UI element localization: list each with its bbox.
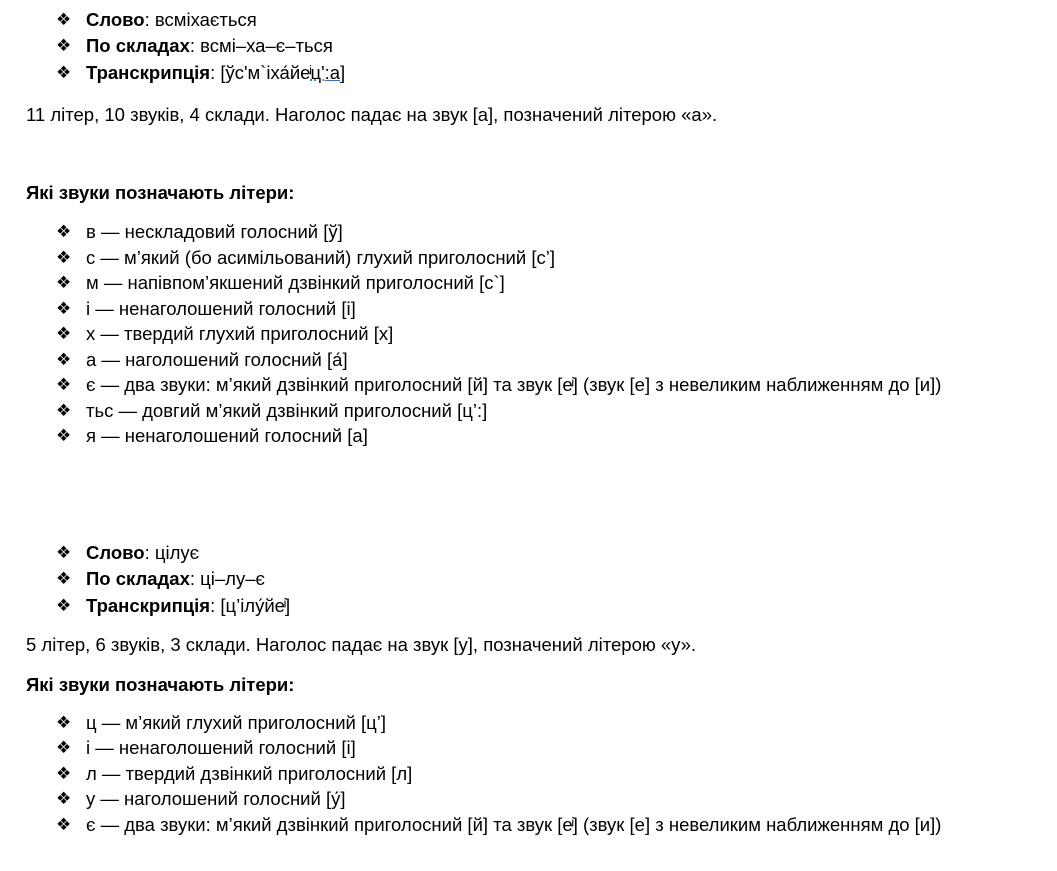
letter-item: я — ненаголошений голосний [а] (86, 425, 368, 446)
letter-item: м — напівпом’якшений дзвінкий приголосний [с`] (86, 272, 505, 293)
word1-letters-heading: Які звуки позначають літери: (26, 182, 295, 203)
bullet-icon: ❖ (56, 36, 72, 55)
letter-item: тьс — довгий м’який дзвінкий приголосний [ц’:] (86, 400, 488, 421)
letter-item: а — наголошений голосний [а́] (86, 349, 348, 370)
transcription-label: Транскрипція (86, 62, 211, 83)
bullet-icon: ❖ (56, 10, 72, 29)
letter-item: і — ненаголошений голосний [і] (86, 298, 356, 319)
separator: : (210, 62, 221, 83)
bullet-icon: ❖ (56, 299, 72, 318)
bullet-icon: ❖ (56, 789, 72, 808)
letter-item: с — м’який (бо асимільований) глухий приголосний [с’] (86, 247, 555, 268)
transcription-value: [ц’ілу́йеͥ] (220, 595, 291, 616)
word1-transcription-item (86, 62, 345, 84)
letter-item: у — наголошений голосний [у́] (86, 788, 346, 809)
transcription-value-start: [ўс'м`іха́йеͥ (220, 62, 311, 83)
word1-syllables-item (86, 35, 333, 57)
bullet-icon: ❖ (56, 764, 72, 783)
bullet-icon: ❖ (56, 401, 72, 420)
word2-syllables-item (86, 568, 265, 590)
word-value: всміхається (154, 9, 257, 30)
word-label: Слово (86, 542, 145, 563)
word1-word-item (86, 9, 257, 31)
separator: : (189, 35, 201, 56)
letter-item: є — два звуки: м’який дзвінкий приголосний [й] та звук [еͥ] (звук [е] з невеликим наближенням до [и]) (86, 374, 942, 395)
bullet-icon: ❖ (56, 713, 72, 732)
bullet-icon: ❖ (56, 248, 72, 267)
bullet-icon: ❖ (56, 596, 72, 615)
separator: : (189, 568, 201, 589)
separator: : (144, 9, 155, 30)
letter-item: в — нескладовий голосний [ў] (86, 221, 343, 242)
bullet-icon: ❖ (56, 815, 72, 834)
word-label: Слово (86, 9, 145, 30)
bullet-icon: ❖ (56, 222, 72, 241)
bullet-icon: ❖ (56, 375, 72, 394)
word-value: цілує (154, 542, 200, 563)
transcription-label: Транскрипція (86, 595, 211, 616)
transcription-value-marked-dotted: ц' (310, 62, 325, 83)
transcription-value-marked-solid: :а (324, 62, 341, 83)
word2-word-item (86, 542, 199, 564)
separator: : (210, 595, 221, 616)
word1-summary: 11 літер, 10 звуків, 4 склади. Наголос падає на звук [а], позначений літерою «а». (26, 104, 718, 125)
bullet-icon: ❖ (56, 350, 72, 369)
bullet-icon: ❖ (56, 738, 72, 757)
syllables-value: всмі–ха–є–ться (200, 35, 333, 56)
word2-summary: 5 літер, 6 звуків, 3 склади. Наголос падає на звук [у], позначений літерою «у». (26, 634, 697, 655)
letter-item: є — два звуки: м’який дзвінкий приголосний [й] та звук [еͥ] (звук [е] з невеликим наближенням до [и]) (86, 814, 942, 835)
bullet-icon: ❖ (56, 324, 72, 343)
letter-item: л — твердий дзвінкий приголосний [л] (86, 763, 413, 784)
bullet-icon: ❖ (56, 569, 72, 588)
bullet-icon: ❖ (56, 63, 72, 82)
syllables-value: ці–лу–є (200, 568, 265, 589)
bullet-icon: ❖ (56, 426, 72, 445)
letter-item: ц — м’який глухий приголосний [ц’] (86, 712, 386, 733)
letter-item: і — ненаголошений голосний [і] (86, 737, 356, 758)
word2-transcription-item (86, 595, 290, 617)
letter-item: х — твердий глухий приголосний [х] (86, 323, 394, 344)
syllables-label: По складах (86, 35, 190, 56)
transcription-value-end: ] (340, 62, 346, 83)
bullet-icon: ❖ (56, 273, 72, 292)
bullet-icon: ❖ (56, 543, 72, 562)
syllables-label: По складах (86, 568, 190, 589)
word2-letters-heading: Які звуки позначають літери: (26, 674, 295, 695)
separator: : (144, 542, 155, 563)
